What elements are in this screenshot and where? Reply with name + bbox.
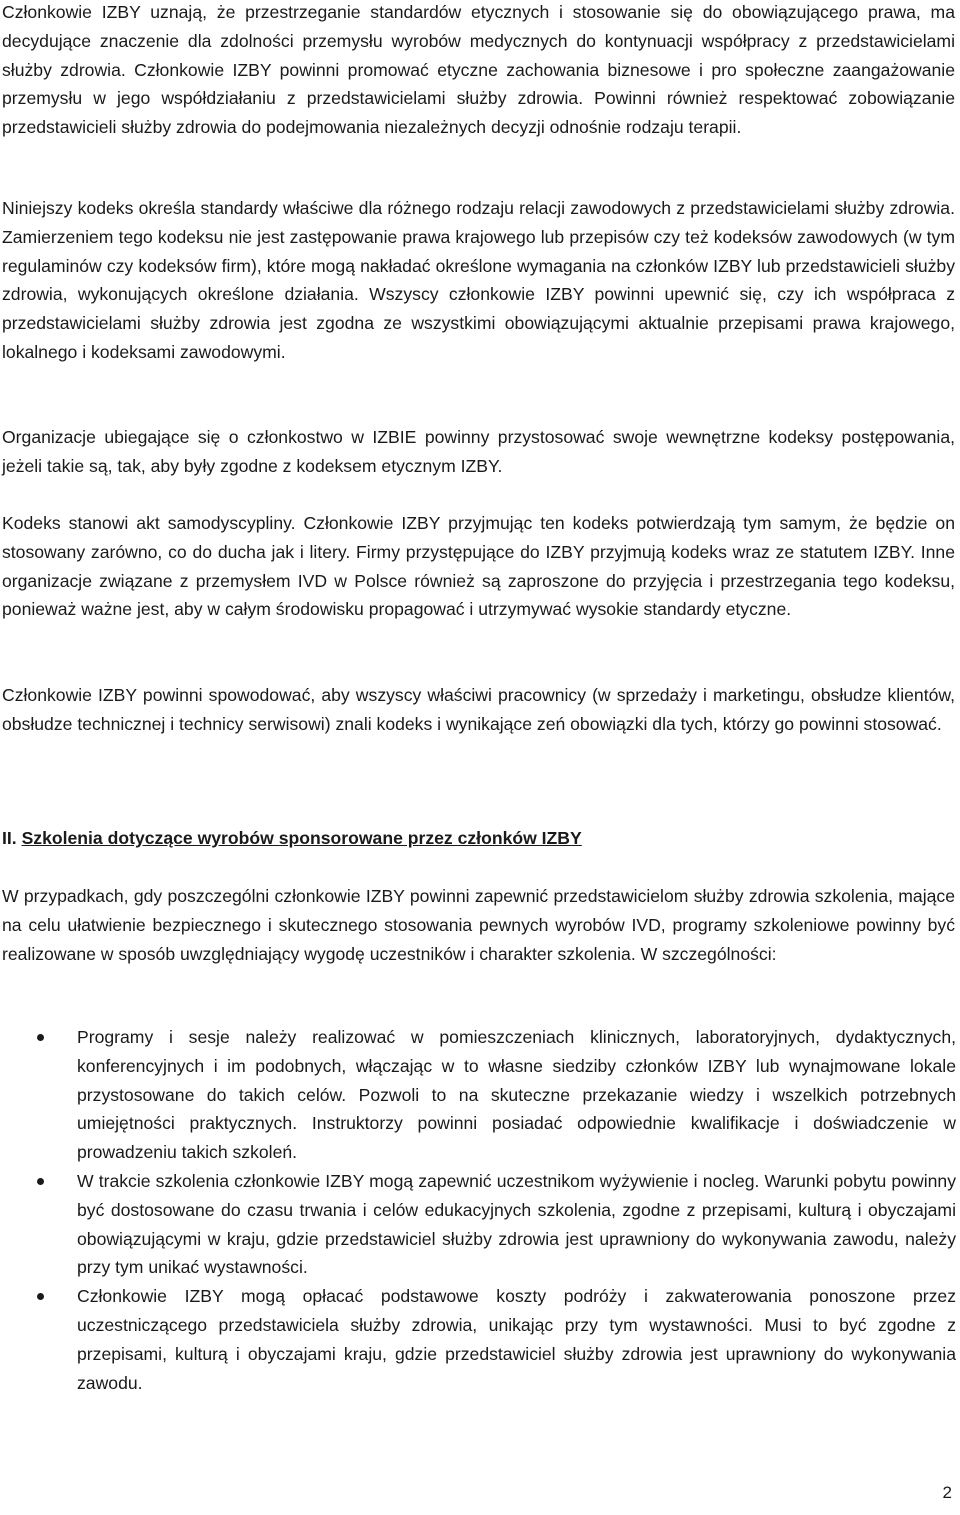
bullet-icon: [37, 1178, 44, 1185]
list-item-text: Programy i sesje należy realizować w pomieszczeniach klinicznych, laboratoryjnych, dydaktycznych, konferencyjnych i im podobnych, włączając w to własne siedziby członków IZBY lub wynajmowane lokale przystosowane do takich celów. Pozwoli to na skuteczne przekazanie wiedzy i wszelkich potrzebnych umiejętności praktycznych. Instruktorzy powinni posiadać odpowiednie kwalifikacje i doświadczenie w prowadzeniu takich szkoleń.: [77, 1027, 956, 1163]
list-item: [0, 1167, 956, 1282]
list-item-text: Członkowie IZBY mogą opłacać podstawowe koszty podróży i zakwaterowania ponoszone przez uczestniczącego przedstawiciela służby zdrowia, unikając przy tym wystawności. Musi to być zgodne z przepisami, kulturą i obyczajami kraju, gdzie przedstawiciel służby zdrowia jest uprawniony do wykonywania zawodu.: [77, 1286, 956, 1393]
page-number: 2: [942, 1483, 952, 1502]
list-item: [0, 1023, 956, 1167]
bullet-list: [0, 1023, 956, 1397]
paragraph-membership: Organizacje ubiegające się o członkostwo w IZBIE powinny przystosować swoje wewnętrzne kodeksy postępowania, jeżeli takie są, tak, aby były zgodne z kodeksem etycznym IZBY.: [2, 427, 955, 476]
list-item-text: W trakcie szkolenia członkowie IZBY mogą zapewnić uczestnikom wyżywienie i nocleg. Warunki pobytu powinny być dostosowane do czasu trwania i celów edukacyjnych szkolenia, zgodne z przepisami, kulturą i obyczajami obowiązującymi w kraju, gdzie przedstawiciel służby zdrowia jest uprawniony do wykonywania zawodu, należy przy tym unikać wystawności.: [77, 1170, 956, 1278]
section-heading: [2, 824, 955, 853]
paragraph-ethics-intro: Członkowie IZBY uznają, że przestrzeganie standardów etycznych i stosowanie się do obowiązującego prawa, ma decydujące znaczenie dla zdolności przemysłu wyrobów medycznych do kontynuacji współpracy z przedstawicielami służby zdrowia. Członkowie IZBY powinni promować etyczne zachowania biznesowe i pro społeczne zaangażowanie przemysłu w jego współdziałaniu z przedstawicielami służby zdrowia. Powinni również respektować zobowiązanie przedstawicieli służby zdrowia do podejmowania niezależnych decyzji odnośnie rodzaju terapii.: [2, 2, 955, 138]
section-title: Szkolenia dotyczące wyrobów sponsorowane przez członków IZBY: [21, 828, 582, 848]
paragraph-self-regulation: Kodeks stanowi akt samodyscypliny. Członkowie IZBY przyjmując ten kodeks potwierdzają tym samym, że będzie on stosowany zarówno, co do ducha jak i litery. Firmy przystępujące do IZBY przyjmują kodeks wraz ze statutem IZBY. Inne organizacje związane z przemysłem IVD w Polsce również są zaproszone do przyjęcia i przestrzegania tego kodeksu, ponieważ ważne jest, aby w całym środowisku propagować i utrzymywać wysokie standardy etyczne.: [2, 513, 955, 620]
paragraph-code-scope: Niniejszy kodeks określa standardy właściwe dla różnego rodzaju relacji zawodowych z przedstawicielami służby zdrowia. Zamierzeniem tego kodeksu nie jest zastępowanie prawa krajowego lub przepisów czy też kodeksów zawodowych (w tym regulaminów czy kodeksów firm), które mogą nakładać określone wymagania na członków IZBY lub przedstawicieli służby zdrowia, wykonujących określone działania. Wszyscy członkowie IZBY powinni upewnić się, czy ich współpraca z przedstawicielami służby zdrowia jest zgodna ze wszystkimi obowiązującymi aktualnie przepisami prawa krajowego, lokalnego i kodeksami zawodowymi.: [2, 198, 955, 362]
list-item: [0, 1282, 956, 1397]
section-number: II.: [2, 828, 17, 848]
bullet-icon: [37, 1293, 44, 1300]
bullet-icon: [37, 1034, 44, 1041]
section-intro: W przypadkach, gdy poszczególni członkowie IZBY powinni zapewnić przedstawicielom służby zdrowia szkolenia, mające na celu ułatwienie bezpiecznego i skutecznego stosowania pewnych wyrobów IVD, programy szkoleniowe powinny być realizowane w sposób uwzględniający wygodę uczestników i charakter szkolenia. W szczególności:: [2, 886, 955, 964]
paragraph-employees: Członkowie IZBY powinni spowodować, aby wszyscy właściwi pracownicy (w sprzedaży i marketingu, obsłudze klientów, obsłudze technicznej i technicy serwisowi) znali kodeks i wynikające zeń obowiązki dla tych, którzy go powinni stosować.: [2, 685, 955, 734]
